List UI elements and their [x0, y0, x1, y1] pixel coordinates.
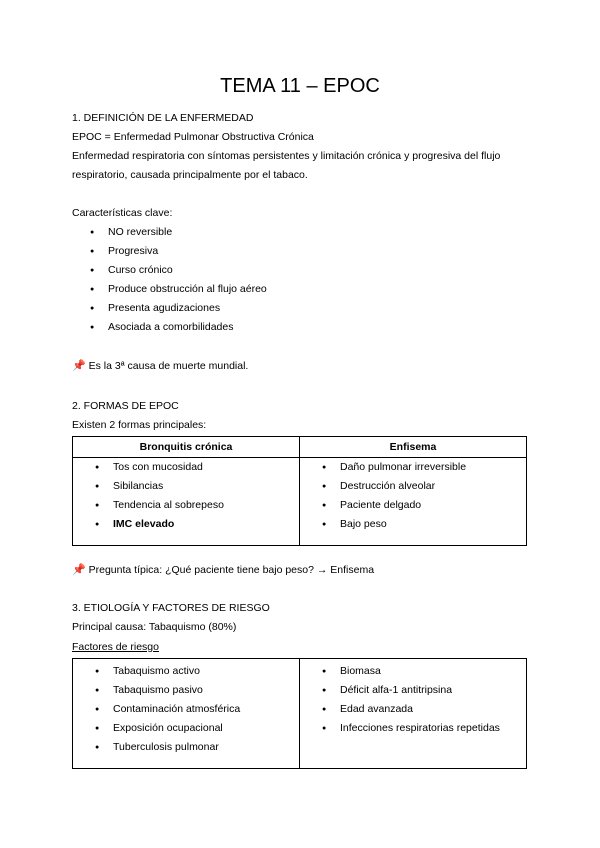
main-cause: Principal causa: Tabaquismo (80%)	[72, 621, 237, 633]
list-item: ● Exposición ocupacional	[73, 719, 299, 738]
list-item: ● Presenta agudizaciones	[90, 299, 267, 318]
risk-col2-cell	[300, 659, 527, 769]
list-item: ● Tabaquismo activo	[73, 662, 299, 681]
enfisema-header: Enfisema	[300, 437, 527, 458]
list-item: ● Infecciones respiratorias repetidas	[300, 719, 526, 738]
risk-col1-list	[73, 662, 299, 757]
list-item: ● Curso crónico	[90, 261, 267, 280]
risk-col2-list	[300, 662, 526, 738]
list-item: ● Asociada a comorbilidades	[90, 318, 267, 337]
list-item: ● Bajo peso	[300, 515, 526, 534]
risk-col1-cell	[73, 659, 300, 769]
forms-intro: Existen 2 formas principales:	[72, 419, 207, 431]
risk-factors-label: Factores de riesgo	[72, 641, 159, 653]
list-item: ● IMC elevado	[73, 515, 299, 534]
list-item: ● Tabaquismo pasivo	[73, 681, 299, 700]
page-title: TEMA 11 – EPOC	[220, 75, 380, 97]
list-item: ● Tos con mucosidad	[73, 458, 299, 477]
typical-question-text: Pregunta típica: ¿Qué paciente tiene bajo peso? → Enfisema	[88, 564, 375, 576]
list-item: ● Progresiva	[90, 242, 267, 261]
pin-icon: 📌	[72, 564, 86, 576]
list-item: ● Edad avanzada	[300, 700, 526, 719]
epoc-definition: EPOC = Enfermedad Pulmonar Obstructiva Crónica	[72, 131, 314, 143]
features-list	[90, 223, 267, 337]
forms-table	[72, 436, 527, 546]
section3-heading: 3. ETIOLOGÍA Y FACTORES DE RIESGO	[72, 602, 270, 614]
mortality-note-text: Es la 3ª causa de muerte mundial.	[88, 360, 249, 372]
list-item: ● NO reversible	[90, 223, 267, 242]
bronquitis-list	[73, 458, 299, 534]
list-item: ● Produce obstrucción al flujo aéreo	[90, 280, 267, 299]
bronquitis-cell	[73, 458, 300, 546]
section2-heading: 2. FORMAS DE EPOC	[72, 400, 179, 412]
list-item: ● Destrucción alveolar	[300, 477, 526, 496]
list-item: ● Déficit alfa-1 antitripsina	[300, 681, 526, 700]
list-item: ● Daño pulmonar irreversible	[300, 458, 526, 477]
mortality-note	[72, 359, 248, 373]
features-label: Características clave:	[72, 207, 173, 219]
pin-icon: 📌	[72, 360, 86, 372]
list-item: ● Tuberculosis pulmonar	[73, 738, 299, 757]
list-item: ● Biomasa	[300, 662, 526, 681]
bronquitis-header: Bronquitis crónica	[73, 437, 300, 458]
list-item: ● Contaminación atmosférica	[73, 700, 299, 719]
list-item: ● Paciente delgado	[300, 496, 526, 515]
typical-question-note	[72, 563, 374, 577]
enfisema-cell	[300, 458, 527, 546]
risk-factors-table	[72, 658, 527, 769]
disease-description: Enfermedad respiratoria con síntomas persistentes y limitación crónica y progresiva del flujo respiratorio, causada principalmente por el tabaco.	[72, 150, 501, 181]
list-item: ● Tendencia al sobrepeso	[73, 496, 299, 515]
list-item: ● Sibilancias	[73, 477, 299, 496]
section1-heading: 1. DEFINICIÓN DE LA ENFERMEDAD	[72, 112, 254, 124]
enfisema-list	[300, 458, 526, 534]
